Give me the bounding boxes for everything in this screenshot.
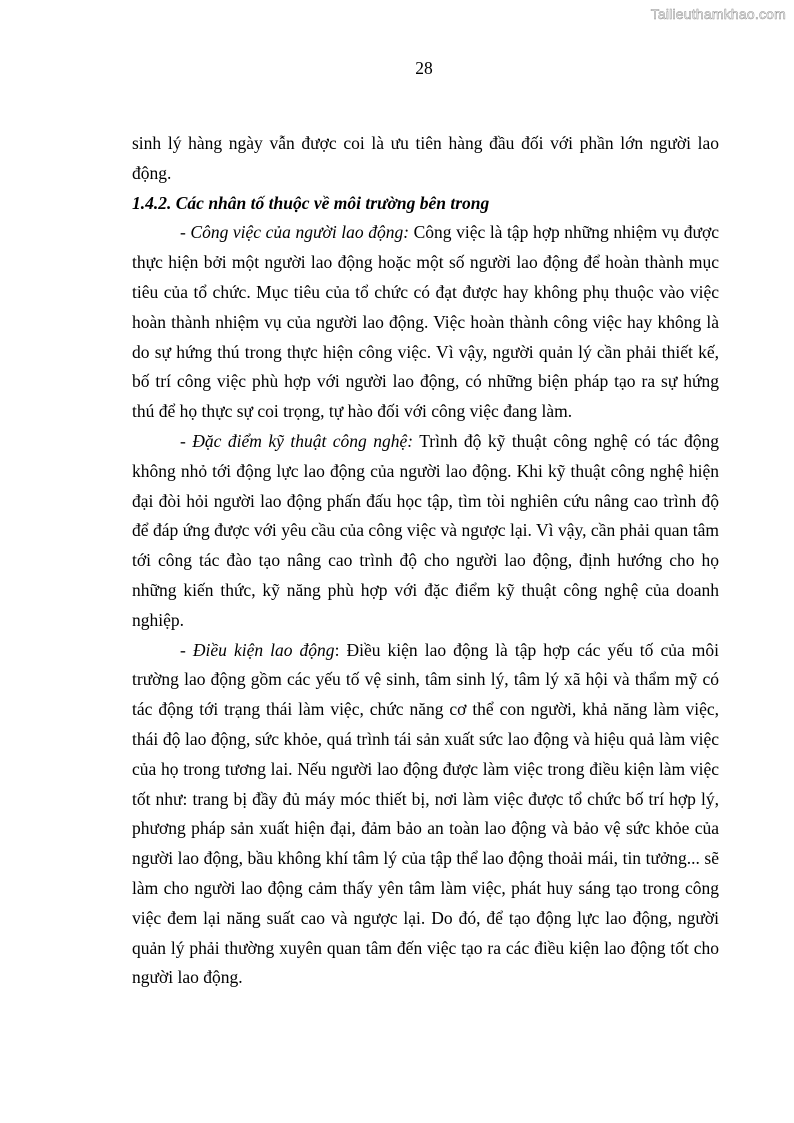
term-cong-viec: - Công việc của người lao động: — [180, 222, 410, 243]
watermark-text: Tailieuthamkhao.com — [650, 6, 786, 22]
document-body — [132, 129, 719, 993]
paragraph-text: : Điều kiện lao động là tập hợp các yếu tố của môi trường lao động gồm các yếu tố vệ sinh, tâm sinh lý, tâm lý xã hội và thẩm mỹ có tác động tới trạng thái làm việc, chức năng cơ thể con người, khả năng làm việc, thái độ lao động, sức khỏe, quá trình tái sản xuất sức lao động và hiệu quả làm việc của họ trong tương lai. Nếu người lao động được làm việc trong điều kiện làm việc tốt như: trang bị đầy đủ máy móc thiết bị, nơi làm việc được tổ chức bố trí hợp lý, phương pháp sản xuất hiện đại, đảm bảo an toàn lao động và bảo vệ sức khỏe của người lao động, bầu không khí tâm lý của tập thể lao động thoải mái, tin tưởng... sẽ làm cho người lao động cảm thấy yên tâm làm việc, phát huy sáng tạo trong công việc đem lại năng suất cao và ngược lại. Do đó, để tạo động lực lao động, người quản lý phải thường xuyên quan tâm đến việc tạo ra các điều kiện lao động tốt cho người lao động. — [132, 639, 720, 988]
paragraph-dieu-kien — [132, 636, 719, 994]
term-ky-thuat: - Đặc điểm kỹ thuật công nghệ: — [180, 430, 414, 451]
paragraph-ky-thuat — [132, 427, 719, 636]
paragraph-continuation: sinh lý hàng ngày vẫn được coi là ưu tiên hàng đầu đối với phần lớn người lao động. — [132, 133, 719, 183]
page-number: 28 — [415, 58, 433, 78]
paragraph-cong-viec — [132, 218, 719, 427]
term-dieu-kien: - Điều kiện lao động — [180, 639, 335, 660]
paragraph-text: Công việc là tập hợp những nhiệm vụ được thực hiện bởi một người lao động hoặc một số người lao động để hoàn thành mục tiêu của tổ chức. Mục tiêu của tổ chức có đạt được hay không phụ thuộc vào việc hoàn thành nhiệm vụ của người lao động. Việc hoàn thành công việc hay không là do sự hứng thú trong thực hiện công việc. Vì vậy, người quản lý cần phải thiết kế, bố trí công việc phù hợp với người lao động, có những biện pháp tạo ra sự hứng thú để họ thực sự coi trọng, tự hào đối với công việc đang làm. — [132, 222, 719, 422]
section-heading: 1.4.2. Các nhân tố thuộc về môi trường bên trong — [132, 192, 490, 213]
paragraph-text: Trình độ kỹ thuật công nghệ có tác động không nhỏ tới động lực lao động của người lao động. Khi kỹ thuật công nghệ hiện đại đòi hỏi người lao động phấn đấu học tập, tìm tòi nghiên cứu nâng cao trình độ để đáp ứng được với yêu cầu của công việc và ngược lại. Vì vậy, cần phải quan tâm tới công tác đào tạo nâng cao trình độ cho người lao động, định hướng cho họ những kiến thức, kỹ năng phù hợp với đặc điểm kỹ thuật công nghệ của doanh nghiệp. — [132, 430, 720, 630]
